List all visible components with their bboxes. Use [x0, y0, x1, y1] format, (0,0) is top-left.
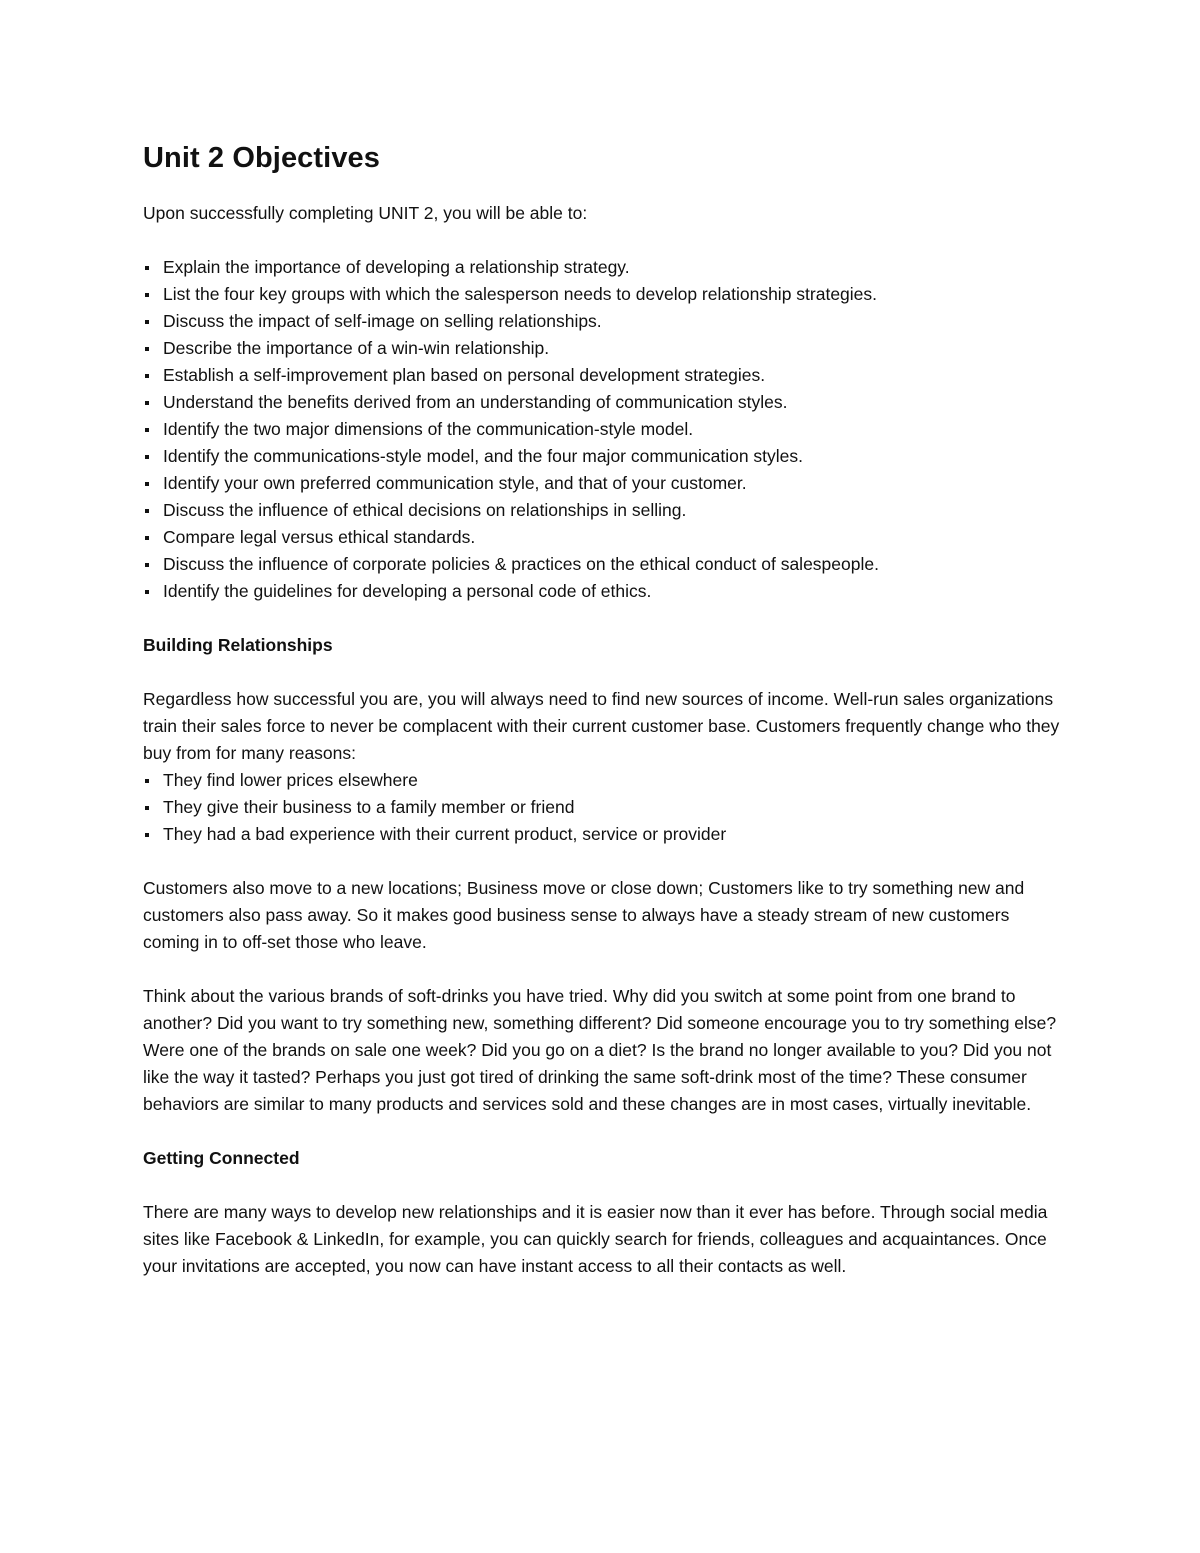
section-heading-building-relationships: Building Relationships [143, 635, 333, 655]
paragraph: There are many ways to develop new relationships and it is easier now than it ever has before. Through social media sites like Facebook & LinkedIn, for example, you can quickly search for friends, colleagues and acquaintances. Once your invitations are accepted, you now can have instant access to all their contacts as well. [143, 1202, 1048, 1276]
list-item: Compare legal versus ethical standards. [143, 524, 1063, 551]
reasons-list [143, 767, 1063, 848]
list-item: Identify the two major dimensions of the communication-style model. [143, 416, 1063, 443]
list-item: They had a bad experience with their current product, service or provider [143, 821, 1063, 848]
list-item: Identify the communications-style model, and the four major communication styles. [143, 443, 1063, 470]
intro-text: Upon successfully completing UNIT 2, you will be able to: [143, 203, 588, 223]
paragraph: Regardless how successful you are, you will always need to find new sources of income. Well-run sales organizations train their sales force to never be complacent with their current customer base. Customers frequently change who they buy from for many reasons: [143, 689, 1060, 763]
list-item: They give their business to a family member or friend [143, 794, 1063, 821]
list-item: Understand the benefits derived from an understanding of communication styles. [143, 389, 1063, 416]
paragraph: Customers also move to a new locations; Business move or close down; Customers like to try something new and customers also pass away. So it makes good business sense to always have a steady stream of new customers coming in to off-set those who leave. [143, 878, 1025, 952]
objectives-list [143, 254, 1063, 605]
list-item: Explain the importance of developing a relationship strategy. [143, 254, 1063, 281]
list-item: Establish a self-improvement plan based on personal development strategies. [143, 362, 1063, 389]
page-title: Unit 2 Objectives [143, 142, 380, 174]
list-item: They find lower prices elsewhere [143, 767, 1063, 794]
list-item: Describe the importance of a win-win relationship. [143, 335, 1063, 362]
list-item: Discuss the influence of corporate policies & practices on the ethical conduct of salespeople. [143, 551, 1063, 578]
list-item: Identify your own preferred communication style, and that of your customer. [143, 470, 1063, 497]
list-item: Discuss the influence of ethical decisions on relationships in selling. [143, 497, 1063, 524]
list-item: Identify the guidelines for developing a personal code of ethics. [143, 578, 1063, 605]
list-item: Discuss the impact of self-image on selling relationships. [143, 308, 1063, 335]
section-heading-getting-connected: Getting Connected [143, 1148, 300, 1168]
paragraph: Think about the various brands of soft-drinks you have tried. Why did you switch at some point from one brand to another? Did you want to try something new, something different? Did someone encourage you to try something else? Were one of the brands on sale one week? Did you go on a diet? Is the brand no longer available to you? Did you not like the way it tasted? Perhaps you just got tired of drinking the same soft-drink most of the time? These consumer behaviors are similar to many products and services sold and these changes are in most cases, virtually inevitable. [143, 986, 1057, 1114]
list-item: List the four key groups with which the salesperson needs to develop relationship strategies. [143, 281, 1063, 308]
document-page [143, 138, 1063, 1280]
